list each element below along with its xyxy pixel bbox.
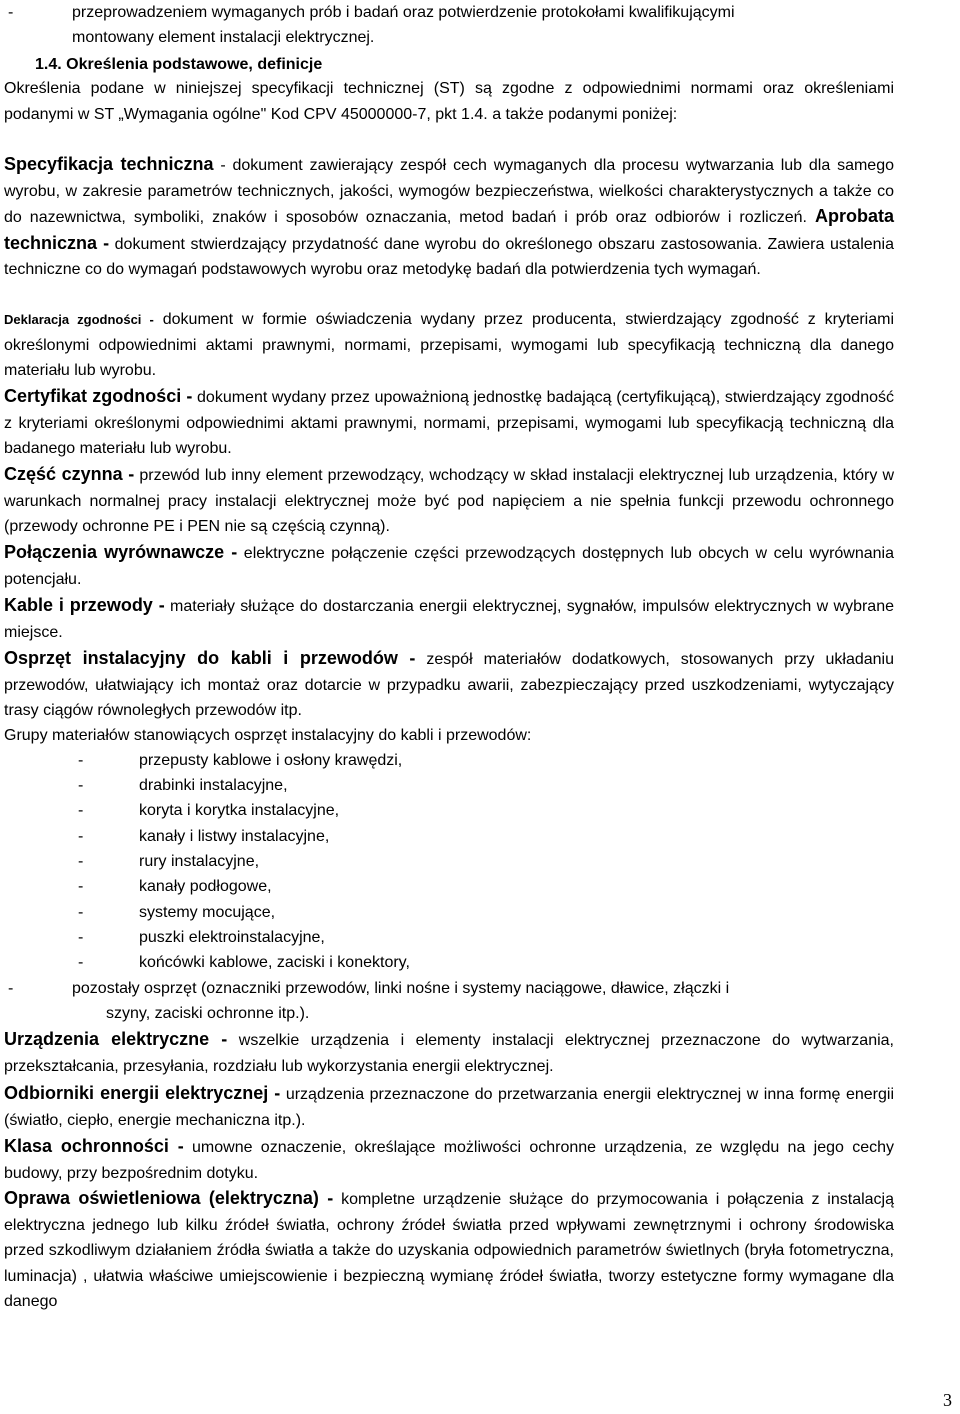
list-item-line2: szyny, zaciski ochronne itp.). xyxy=(106,1005,310,1022)
term-certyfikat: Certyfikat zgodności - xyxy=(4,386,193,406)
list-item-line1: pozostały osprzęt (oznaczniki przewodów, linki nośne i systemy naciągowe, dławice, złączki i xyxy=(72,980,730,997)
list-item-text: końcówki kablowe, zaciski i konektory, xyxy=(139,954,410,971)
definition-certyfikat xyxy=(4,384,894,462)
def-aprobata: dokument stwierdzający przydatność dane wyrobu do określonego obszaru zastosowania. Zawiera ustalenia techniczne co do wymagań podstawowych wyrobu oraz metodykę badań dla potwierdzenia tych wymagań. xyxy=(4,235,894,279)
list-item-text: kanały i listwy instalacyjne, xyxy=(139,828,330,845)
other-list-item xyxy=(4,976,894,1028)
intro-paragraph xyxy=(4,76,894,127)
definition-czesc-czynna xyxy=(4,462,894,540)
def-polaczenia: elektryczne połączenie części przewodzących dostępnych lub obcych w celu wyrównania potencjału. xyxy=(4,545,895,588)
section-title: Określenia podstawowe, definicje xyxy=(66,56,323,73)
list-dash: - xyxy=(8,980,14,997)
term-kable: Kable i przewody - xyxy=(4,595,165,615)
definition-polaczenia xyxy=(4,540,894,592)
def-oprawa: kompletne urządzenie służące do przymocowania i połączenia z instalacją elektryczna jednego lub kilku źródeł światła, ochrony źródeł światła przed wpływami zewnętrznymi i ochrony środowiska przed szkodliwym działaniem źródła światła a także do uzyskania odpowiednich parametrów świetlnych (bryła fotometryczna, luminacja) , ułatwia właściwe umiejscowienie i bezpieczną wymianę źródeł światła, tworzy estetyczne formy wymagane dla danego xyxy=(4,1191,894,1311)
def-kable: materiały służące do dostarczania energii elektrycznej, sygnałów, impulsów elektrycznych w wybrane miejsce. xyxy=(4,598,894,641)
def-certyfikat: dokument wydany przez upoważnioną jednostkę badającą (certyfikującą), stwierdzający zgodność z kryteriami określonymi odpowiednimi aktami prawnymi, normami, przepisami, wymogami lub specyfikacją techniczną dla badanego materiału lub wyrobu. xyxy=(4,389,894,458)
list-item-line1: przeprowadzeniem wymaganych prób i badań oraz potwierdzenie protokołami kwalifikującymi xyxy=(72,4,735,21)
def-klasa: umowne oznaczenie, określające możliwości ochronne urządzenia, ze względu na jego cechy budowy, przy bezpośrednim dotyku. xyxy=(4,1139,894,1182)
intro-list-item xyxy=(4,0,894,52)
term-odbiorniki: Odbiorniki energii elektrycznej - xyxy=(4,1083,281,1103)
groups-intro: Grupy materiałów stanowiących osprzęt instalacyjny do kabli i przewodów: xyxy=(4,727,532,744)
section-number: 1.4. xyxy=(35,56,62,73)
definition-urzadzenia xyxy=(4,1027,894,1079)
definition-osprzet xyxy=(4,646,894,724)
def-specyfikacja: - dokument zawierający zespół cech wymaganych dla procesu wytwarzania lub dla samego wyrobu, w zakresie parametrów technicznych, jakości, wymogów bezpieczeństwa, wielkości charakterystycznych a także co do nazewnictwa, symboliki, znaków i sposobów oznaczania, metod badań i prób oraz odbiorów i rozliczeń. xyxy=(4,157,894,227)
list-item-text: koryta i korytka instalacyjne, xyxy=(139,802,340,819)
list-item-text: kanały podłogowe, xyxy=(139,878,272,895)
document-page: - przeprowadzeniem wymaganych prób i badań oraz potwierdzenie protokołami kwalifikującymi montowany element instalacji elektrycznej. 1.4. Określenia podstawowe, definicje Określenia podane w niniejszej specyfikacji technicznej (ST) są zgodne z odpowiednimi normami oraz określeniami podanymi w ST „Wymagania ogólne" Kod CPV 45000000-7, pkt 1.4. a także podanymi poniżej: Specyfikacja techniczna - dokument zawierający zespół cech wymaganych dla procesu wytwarzania lub dla samego wyrobu, w zakresie parametrów technicznych, jakości, wymogów bezpieczeństwa, wielkości charakterystycznych a także co do nazewnictwa, symboliki, znaków i sposobów oznaczania, metod badań i prób oraz odbiorów i rozliczeń. Aprobata techniczna - dokument stwierdzający przydatność dane wyrobu do określonego obszaru zastosowania. Zawiera ustalenia techniczne co do wymagań podstawowych wyrobu oraz metodykę badań dla potwierdzenia tych wymagań. Deklaracja zgodności - dokument w formie oświadczenia wydany przez producenta, stwierdzający zgodność z kryteriami określonymi odpowiednimi aktami prawnymi, normami, przepisami, wymogami lub specyfikacją techniczną dla danego materiału lub wyrobu. Certyfikat zgodności - dokument wydany przez upoważnioną jednostkę badającą (certyfikującą), stwierdzający zgodność z kryteriami określonymi odpowiednimi aktami prawnymi, normami, przepisami, wymogami lub specyfikacją techniczną dla badanego materiału lub wyrobu. Część czynna - przewód lub inny element przewodzący, wchodzący w skład instalacji elektrycznej lub urządzenia, który w warunkach normalnej pracy instalacji elektrycznej może być pod napięciem a nie spełnia funkcji przewodu ochronnego (przewody ochronne PE i PEN nie są częścią czynną). Połączenia wyrównawcze - elektryczne połączenie części przewodzących dostępnych lub obcych w celu wyrównania potencjału. Kable i przewody - materiały służące do dostarczania energii elektrycznej, sygnałów, impulsów elektrycznych w wybrane miejsce. Osprzęt instalacyjny do kabli i przewodów - zespół materiałów dodatkowych, stosowanych przy układaniu przewodów, ułatwiający ich montaż oraz dotarcie w przypadku awarii, zabezpieczający przed uszkodzeniami, wytyczający trasy ciągów równoległych przewodów itp. Grupy materiałów stanowiących osprzęt instalacyjny do kabli i przewodów: - przepusty kablowe i osłony krawędzi, - drabinki instalacyjne, - koryta i korytka instalacyjne, - kanały i listwy instalacyjne, - rury instalacyjne, - kanały podłogowe, - systemy mocujące, - puszki elektroinstalacyjne, - końcówki kablowe, zaciski i konektory, - pozostały osprzęt (oznaczniki przewodów, linki nośne i systemy naciągowe, dławice, złączki i szyny, zaciski ochronne itp.). Urządzenia elektryczne - wszelkie urządzenia i elementy instalacji elektrycznej przeznaczone do wytwarzania, przekształcania, przesyłania, rozdziału lub wykorzystania energii elektrycznej. Odbiorniki energii elektrycznej - urządzenia przeznaczone do przetwarzania energii elektrycznej w inna formę energii (światło, ciepło, energie mechaniczna itp.). Klasa ochronności - umowne oznaczenie, określające możliwości ochronne urządzenia, ze względu na jego cechy budowy, przy bezpośrednim dotyku. Oprawa oświetleniowa (elektryczna) - kompletne urządzenie służące do przymocowania i połączenia z instalacją elektryczna jednego lub kilku źródeł światła, ochrony źródeł światła przed wpływami zewnętrznymi i ochrony środowiska przed szkodliwym działaniem źródła światła a także do uzyskania odpowiednich parametrów świetlnych (bryła fotometryczna, luminacja) , ułatwia właściwe umiejscowienie i bezpieczną wymianę źródeł światła, tworzy estetyczne formy wymagane dla danego 3 xyxy=(0,0,960,1414)
intro-paragraph-text: Określenia podane w niniejszej specyfikacji technicznej (ST) są zgodne z odpowiednimi normami oraz określeniami podanymi w ST „Wymagania ogólne" Kod CPV 45000000-7, pkt 1.4. a także podanymi poniżej: xyxy=(4,80,894,123)
definition-spec-aprobata xyxy=(4,152,894,283)
term-czesc-czynna: Część czynna - xyxy=(4,464,135,484)
list-item-text: puszki elektroinstalacyjne, xyxy=(139,929,325,946)
list-item-text: rury instalacyjne, xyxy=(139,853,260,870)
term-oprawa: Oprawa oświetleniowa (elektryczna) - xyxy=(4,1188,334,1208)
list-dash: - xyxy=(8,4,14,21)
list-item-line2: montowany element instalacji elektrycznej. xyxy=(72,29,375,46)
list-item-text: drabinki instalacyjne, xyxy=(139,777,288,794)
term-polaczenia: Połączenia wyrównawcze - xyxy=(4,542,238,562)
list-item-text: systemy mocujące, xyxy=(139,904,276,921)
definition-odbiorniki xyxy=(4,1081,894,1133)
page-number: 3 xyxy=(943,1390,952,1410)
section-heading xyxy=(35,52,322,77)
definition-oprawa xyxy=(4,1186,894,1315)
definition-deklaracja xyxy=(4,307,894,384)
definition-kable xyxy=(4,593,894,645)
term-klasa: Klasa ochronności - xyxy=(4,1136,184,1156)
def-urzadzenia: wszelkie urządzenia i elementy instalacji elektrycznej przeznaczone do wytwarzania, przekształcania, przesyłania, rozdziału lub wykorzystania energii elektrycznej. xyxy=(4,1032,894,1075)
def-deklaracja: dokument w formie oświadczenia wydany przez producenta, stwierdzający zgodność z kryteriami określonymi odpowiednimi aktami prawnymi, normami, przepisami, wymogami lub specyfikacją techniczną dla danego materiału lub wyrobu. xyxy=(4,311,894,380)
def-osprzet: zespół materiałów dodatkowych, stosowanych przy układaniu przewodów, ułatwiający ich montaż oraz dotarcie w przypadku awarii, zabezpieczający przed uszkodzeniami, wytyczający trasy ciągów równoległych przewodów itp. xyxy=(4,651,895,720)
definition-klasa xyxy=(4,1134,894,1186)
term-urzadzenia: Urządzenia elektryczne - xyxy=(4,1029,228,1049)
term-osprzet: Osprzęt instalacyjny do kabli i przewodów - xyxy=(4,648,416,668)
def-odbiorniki: urządzenia przeznaczone do przetwarzania energii elektrycznej w inna formę energii (światło, ciepło, energie mechaniczna itp.). xyxy=(4,1086,895,1129)
term-deklaracja: Deklaracja zgodności - xyxy=(4,312,154,327)
list-item-text: przepusty kablowe i osłony krawędzi, xyxy=(139,752,403,769)
term-specyfikacja: Specyfikacja techniczna xyxy=(4,154,214,174)
def-czesc-czynna: przewód lub inny element przewodzący, wchodzący w skład instalacji elektrycznej lub urządzenia, który w warunkach normalnej pracy instalacji elektrycznej może być pod napięciem a nie spełnia funkcji przewodu ochronnego (przewody ochronne PE i PEN nie są częścią czynną). xyxy=(4,467,894,536)
term-aprobata: Aprobata techniczna - xyxy=(4,206,894,253)
